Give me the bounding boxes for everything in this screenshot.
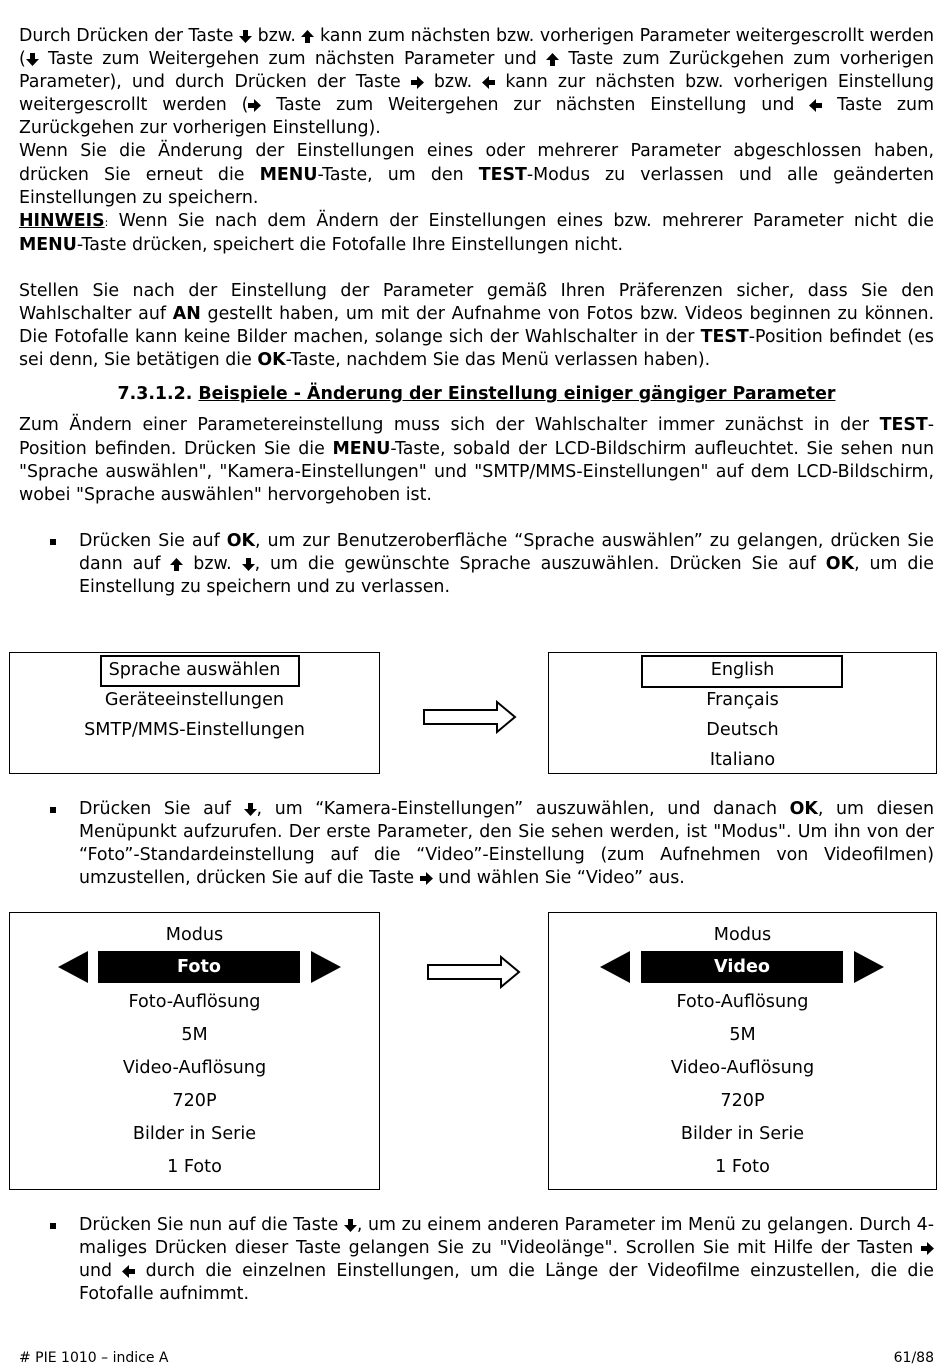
arrow-up-icon bbox=[546, 53, 559, 65]
menu-item-device-settings: Geräteeinstellungen bbox=[104, 690, 285, 710]
setting-value: 5M bbox=[181, 1025, 208, 1045]
bold-text: TEST bbox=[879, 415, 928, 436]
text: Drücken Sie nun auf die Taste bbox=[79, 1215, 344, 1235]
setting-value: 720P bbox=[172, 1091, 217, 1111]
language-option: English bbox=[710, 660, 775, 680]
text: -Position befinden. Drücken Sie die bbox=[19, 415, 934, 459]
setting-label: Video-Auflösung bbox=[670, 1058, 815, 1078]
text: Durch Drücken der Taste bbox=[19, 26, 240, 46]
arrow-down-icon bbox=[239, 30, 252, 42]
text: -Position befindet (es sei denn, Sie betätigen die bbox=[19, 327, 934, 371]
setting-label: Video-Auflösung bbox=[122, 1058, 267, 1078]
setting-value: 5M bbox=[729, 1025, 756, 1045]
text: Wenn Sie die Änderung der Einstellungen eines oder mehrerer Parameter abgeschlossen haben, drücken Sie erneut die bbox=[19, 141, 934, 185]
mode-title: Modus bbox=[165, 925, 224, 945]
text: Taste zum Zurückgehen zum vorherigen Parameter), und durch Drücken der Taste bbox=[19, 49, 935, 93]
text: bzw. bbox=[183, 553, 242, 574]
section-title: Beispiele - Änderung der Einstellung einiger gängiger Parameter bbox=[198, 384, 836, 405]
text: gestellt haben, um mit der Aufnahme von Fotos bzw. Videos beginnen zu können. Die Fotofalle kann keine Bilder machen, solange sich der Wahlschalter in der bbox=[19, 304, 934, 348]
text: Zum Ändern einer Parametereinstellung muss sich der Wahlschalter immer zunächst in der bbox=[19, 415, 880, 436]
text: Drücken Sie auf bbox=[79, 799, 244, 819]
language-option: Italiano bbox=[709, 750, 776, 770]
text: -Taste, nachdem Sie das Menü verlassen haben). bbox=[285, 350, 711, 371]
setting-value: 1 Foto bbox=[715, 1157, 770, 1177]
arrow-left-icon bbox=[482, 76, 495, 88]
arrow-right-icon bbox=[921, 1242, 934, 1254]
mode-title: Modus bbox=[713, 925, 772, 945]
triangle-left-icon bbox=[58, 951, 88, 983]
text: , um die gewünschte Sprache auszuwählen. Drücken Sie auf bbox=[254, 553, 826, 574]
bold-text: OK bbox=[226, 530, 255, 551]
triangle-right-icon bbox=[311, 951, 341, 983]
paragraph-intro bbox=[19, 414, 934, 506]
text: Stellen Sie nach der Einstellung der Parameter gemäß Ihren Präferenzen sicher, dass Sie den Wahlschalter auf bbox=[19, 280, 934, 325]
language-option: Deutsch bbox=[706, 720, 779, 740]
section-heading bbox=[19, 383, 934, 406]
arrow-up-icon bbox=[301, 30, 314, 42]
arrow-right-icon bbox=[411, 76, 424, 88]
text: -Taste drücken, speichert die Fotofalle Ihre Einstellungen nicht. bbox=[76, 234, 624, 255]
text: durch die einzelnen Einstellungen, um die Länge der Videofilme einzustellen, die die Fotofalle aufnimmt. bbox=[79, 1261, 934, 1305]
arrow-up-icon bbox=[170, 558, 183, 570]
text: Drücken Sie auf bbox=[79, 530, 227, 551]
text: -Taste, um den bbox=[317, 164, 479, 185]
arrow-right-icon bbox=[420, 872, 433, 884]
lcd-language-screen bbox=[548, 652, 937, 774]
text: , um diesen Menüpunkt aufzurufen. Der erste Parameter, den Sie sehen werden, ist "Modus". Um ihn von der “Foto”-Standardeinstellung auf die “Video”-Einstellung (zum Aufnehmen von Videofilmen) umzustellen, drücken Sie auf die Taste bbox=[79, 799, 934, 889]
note-label: HINWEIS bbox=[19, 210, 105, 231]
bullet-icon bbox=[50, 1223, 56, 1229]
bold-text: MENU bbox=[259, 164, 318, 185]
paragraph-save-settings bbox=[19, 140, 934, 209]
lcd-mode-screen-video bbox=[548, 912, 937, 1190]
paragraph-note bbox=[19, 210, 934, 257]
bold-text: TEST bbox=[700, 327, 749, 348]
text: bzw. bbox=[252, 26, 302, 46]
arrow-left-icon bbox=[122, 1265, 135, 1277]
footer-document-id: # PIE 1010 – indice A bbox=[19, 1350, 169, 1366]
bold-text: MENU bbox=[19, 234, 77, 255]
text: Taste zum Zurückgehen zur vorherigen Einstellung). bbox=[19, 95, 935, 139]
text: : bbox=[104, 215, 109, 229]
text: Wenn Sie nach dem Ändern der Einstellungen eines bzw. mehrerer Parameter nicht die bbox=[108, 210, 934, 231]
menu-item-language: Sprache auswählen bbox=[108, 660, 281, 680]
triangle-right-icon bbox=[854, 951, 884, 983]
text: und bbox=[79, 1261, 123, 1282]
bold-text: AN bbox=[172, 304, 201, 325]
text: und wählen Sie “Video” aus. bbox=[432, 868, 685, 889]
transition-arrow-icon bbox=[427, 955, 521, 989]
text: kann zur nächsten bzw. vorherigen Einstellung weitergescrollt werden ( bbox=[19, 72, 934, 116]
text: bzw. bbox=[423, 72, 483, 93]
text: Taste zum Weitergehen zum nächsten Parameter und bbox=[38, 49, 547, 70]
lcd-menu-screen bbox=[9, 652, 380, 774]
bold-text: OK bbox=[825, 553, 855, 574]
text: , um zu einem anderen Parameter im Menü zu gelangen. Durch 4-maliges Drücken dieser Taste gelangen Sie zu "Videolänge". Scrollen Sie mit Hilfe der Tasten bbox=[79, 1215, 934, 1259]
bullet-item bbox=[19, 1214, 934, 1306]
arrow-down-icon bbox=[344, 1219, 357, 1231]
paragraph-switch-on bbox=[19, 280, 934, 372]
setting-label: Foto-Auflösung bbox=[676, 992, 809, 1012]
bold-text: OK bbox=[789, 799, 818, 819]
paragraph-navigation bbox=[19, 25, 934, 140]
mode-selected-value: Foto bbox=[98, 951, 300, 983]
setting-value: 720P bbox=[720, 1091, 765, 1111]
arrow-left-icon bbox=[809, 99, 822, 111]
setting-label: Foto-Auflösung bbox=[128, 992, 261, 1012]
bold-text: OK bbox=[257, 350, 286, 371]
setting-value: 1 Foto bbox=[167, 1157, 222, 1177]
bold-text: MENU bbox=[332, 438, 391, 459]
bullet-item bbox=[19, 530, 934, 599]
menu-item-smtp-settings: SMTP/MMS-Einstellungen bbox=[84, 720, 305, 740]
lcd-mode-screen-foto bbox=[9, 912, 380, 1190]
transition-arrow-icon bbox=[423, 700, 517, 734]
bullet-item bbox=[19, 798, 934, 890]
section-number: 7.3.1.2. bbox=[117, 384, 193, 405]
bullet-icon bbox=[50, 807, 56, 813]
text: , um zur Benutzeroberfläche “Sprache auswählen” zu gelangen, drücken Sie dann auf bbox=[79, 530, 934, 574]
footer-page-number: 61/88 bbox=[893, 1350, 934, 1366]
triangle-left-icon bbox=[600, 951, 630, 983]
bold-text: TEST bbox=[478, 164, 527, 185]
page-body bbox=[19, 25, 934, 599]
text: kann zum nächsten bzw. vorherigen Parameter weitergescrollt werden ( bbox=[19, 26, 935, 70]
bullet-icon bbox=[50, 539, 56, 545]
setting-label: Bilder in Serie bbox=[680, 1124, 805, 1144]
text: -Modus zu verlassen und alle geänderten Einstellungen zu speichern. bbox=[19, 164, 934, 208]
arrow-down-icon bbox=[242, 558, 255, 570]
arrow-down-icon bbox=[244, 803, 257, 815]
arrow-down-icon bbox=[26, 53, 39, 65]
arrow-right-icon bbox=[248, 99, 261, 111]
text: , um “Kamera-Einstellungen” auszuwählen, und danach bbox=[256, 799, 790, 819]
text: -Taste, sobald der LCD-Bildschirm aufleuchtet. Sie sehen nun "Sprache auswählen", "Kamera-Einstellungen" und "SMTP/MMS-Einstellungen" auf dem LCD-Bildschirm, wobei "Sprache auswählen" hervorgehoben ist. bbox=[19, 438, 934, 505]
setting-label: Bilder in Serie bbox=[132, 1124, 257, 1144]
text: Taste zum Weitergehen zur nächsten Einstellung und bbox=[261, 95, 810, 116]
text: , um die Einstellung zu speichern und zu verlassen. bbox=[79, 553, 934, 597]
language-option: Français bbox=[706, 690, 779, 710]
mode-selected-value: Video bbox=[641, 951, 843, 983]
